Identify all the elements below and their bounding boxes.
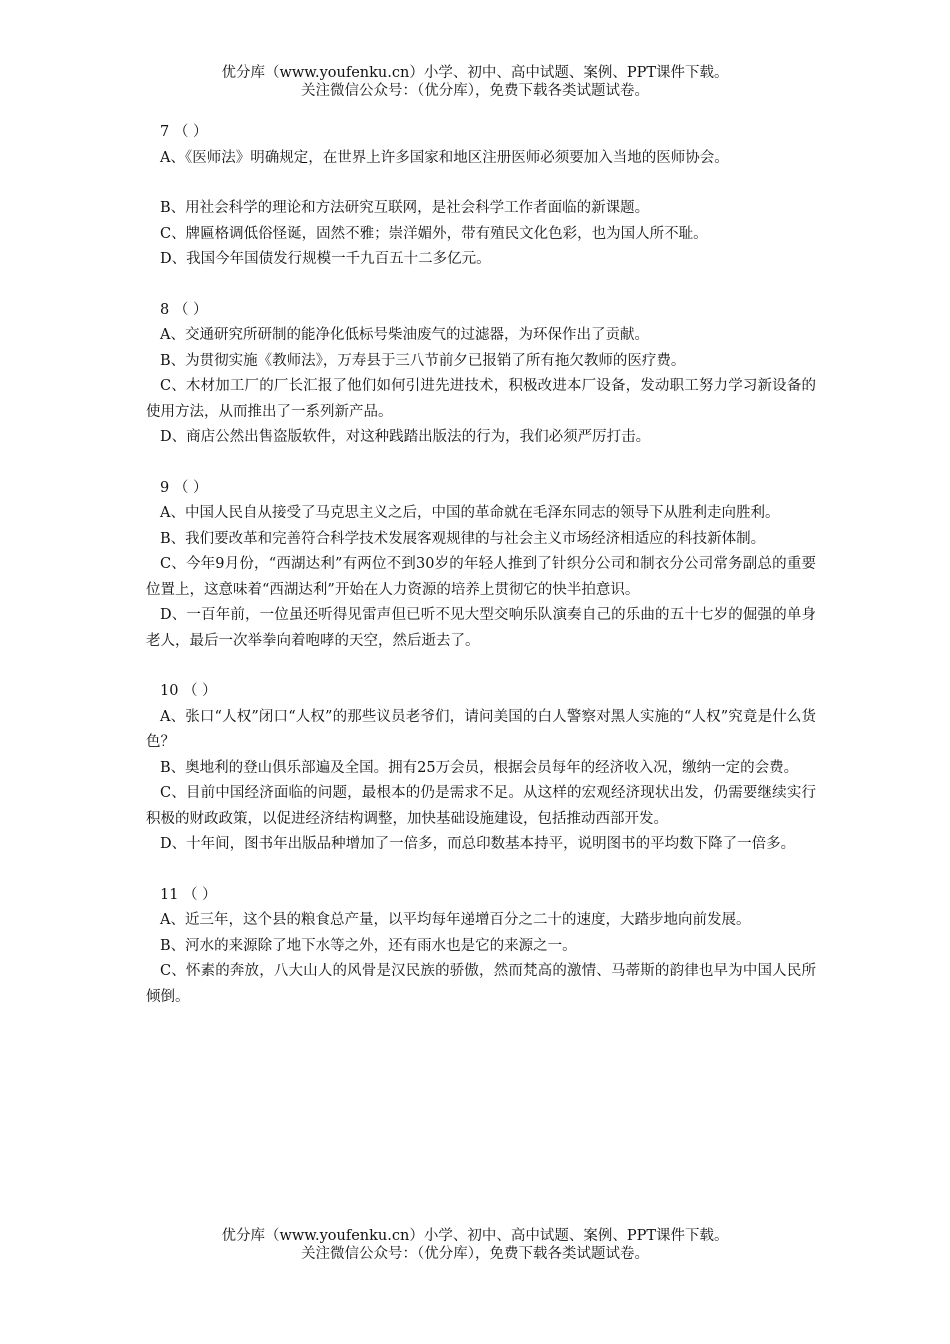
question-list <box>146 120 816 1035</box>
option-a: A、近三年，这个县的粮食总产量，以平均每年递增百分之二十的速度，大踏步地向前发展。 <box>160 912 751 928</box>
option-d: D、十年间，图书年出版品种增加了一倍多，而总印数基本持平，说明图书的平均数下降了一倍多。 <box>160 836 796 852</box>
option-b: B、河水的来源除了地下水等之外，还有雨水也是它的来源之一。 <box>160 937 577 954</box>
option-a: A、《医师法》明确规定，在世界上许多国家和地区注册医师必须要加入当地的医师协会。 <box>160 149 729 166</box>
header-line-2: 关注微信公众号：（优分库），免费下载各类试题试卷。 <box>301 83 649 99</box>
option-a: A、中国人民自从接受了马克思主义之后，中国的革命就在毛泽东同志的领导下从胜利走向胜利。 <box>160 505 780 521</box>
page-footer <box>0 1227 950 1263</box>
option-c: C、木材加工厂的厂长汇报了他们如何引进先进技术，积极改进本厂设备，发动职工努力学习新设备的使用方法，从而推出了一系列新产品。 <box>146 378 816 420</box>
question-number: 11 （ ） <box>160 886 217 903</box>
option-b: B、为贯彻实施《教师法》，万寿县于三八节前夕已报销了所有拖欠教师的医疗费。 <box>160 352 686 369</box>
question-9 <box>146 476 816 655</box>
option-c: C、目前中国经济面临的问题，最根本的仍是需求不足。从这样的宏观经济现状出发，仍需要继续实行积极的财政政策，以促进经济结构调整，加快基础设施建设，包括推动西部开发。 <box>146 785 816 827</box>
option-b: B、我们要改革和完善符合科学技术发展客观规律的与社会主义市场经济相适应的科技新体制。 <box>160 530 766 547</box>
question-number: 7 （ ） <box>160 124 208 140</box>
question-11 <box>146 883 816 1011</box>
option-d: D、商店公然出售盗版软件，对这种践踏出版法的行为，我们必须严厉打击。 <box>160 429 651 445</box>
footer-line-2: 关注微信公众号：（优分库），免费下载各类试题试卷。 <box>301 1246 649 1262</box>
question-number: 10 （ ） <box>160 683 217 699</box>
question-number: 9 （ ） <box>160 479 208 496</box>
option-b: B、奥地利的登山俱乐部遍及全国。拥有25万会员，根据会员每年的经济收入况，缴纳一定的会费。 <box>160 759 799 776</box>
option-c: C、今年9月份，“西湖达利”有两位不到30岁的年轻人推到了针织分公司和制衣分公司常务副总的重要位置上，这意味着“西湖达利”开始在人力资源的培养上贯彻它的快半拍意识。 <box>146 556 816 598</box>
option-c: C、牌匾格调低俗怪诞，固然不雅；崇洋媚外，带有殖民文化色彩，也为国人所不耻。 <box>160 225 708 242</box>
option-d: D、我国今年国债发行规模一千九百五十二多亿元。 <box>160 251 491 267</box>
question-10 <box>146 679 816 858</box>
option-d: D、一百年前，一位虽还听得见雷声但已听不见大型交响乐队演奏自己的乐曲的五十七岁的倔强的单身老人，最后一次举拳向着咆哮的天空，然后逝去了。 <box>146 607 816 649</box>
option-b: B、用社会科学的理论和方法研究互联网，是社会科学工作者面临的新课题。 <box>160 200 650 216</box>
header-line-1: 优分库（www.youfenku.cn）小学、初中、高中试题、案例、PPT课件下载。 <box>221 65 729 81</box>
option-a: A、张口“人权”闭口“人权”的那些议员老爷们，请问美国的白人警察对黑人实施的“人权”究竟是什么货色？ <box>146 708 816 750</box>
question-8 <box>146 298 816 451</box>
question-number: 8 （ ） <box>160 301 208 318</box>
question-7 <box>146 120 816 273</box>
option-a: A、交通研究所研制的能净化低标号柴油废气的过滤器，为环保作出了贡献。 <box>160 327 649 343</box>
footer-line-1: 优分库（www.youfenku.cn）小学、初中、高中试题、案例、PPT课件下载。 <box>221 1228 729 1244</box>
page-header <box>0 64 950 100</box>
option-c: C、怀素的奔放，八大山人的风骨是汉民族的骄傲，然而梵高的激情、马蒂斯的韵律也早为中国人民所倾倒。 <box>146 963 816 1005</box>
